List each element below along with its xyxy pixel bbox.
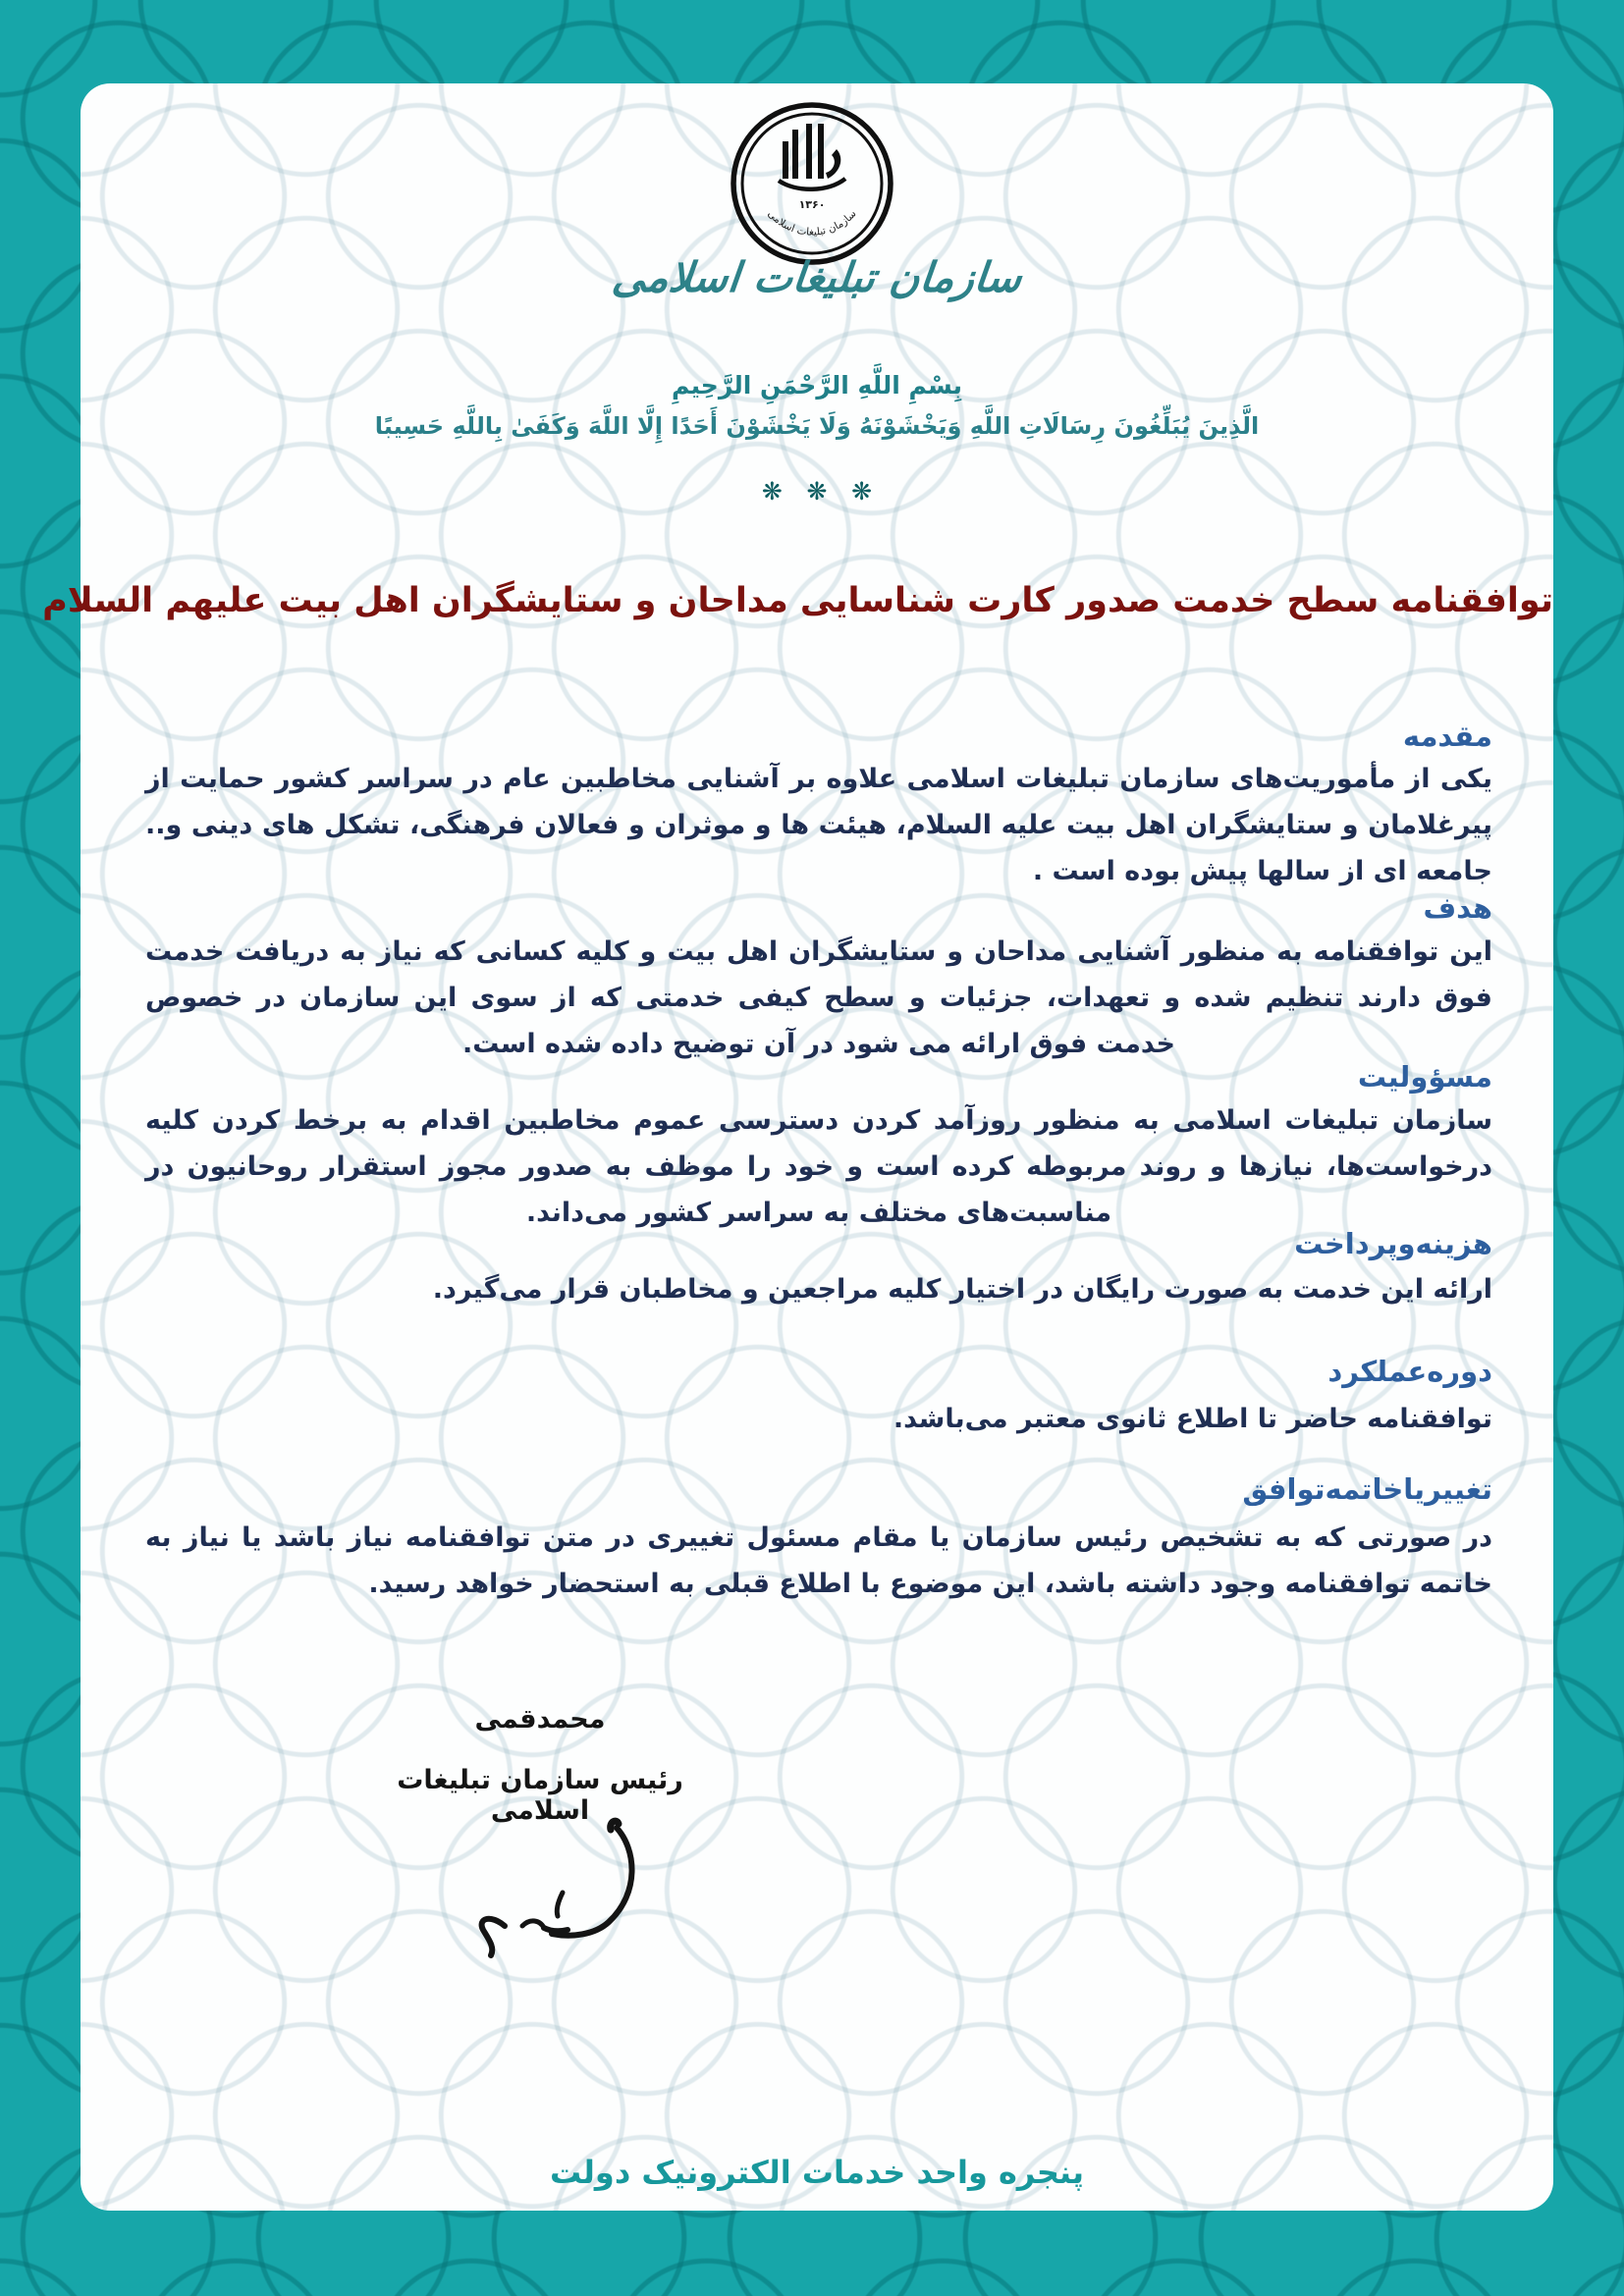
flower-separator-icon: ❋ ❋ ❋: [761, 477, 873, 506]
section-heading-performance-period: دوره‌عملکرد: [1327, 1355, 1492, 1388]
bismillah-line: بِسْمِ اللَّهِ الرَّحْمَنِ الرَّحِيمِ: [672, 371, 962, 400]
section-heading-responsibility: مسؤولیت: [1357, 1060, 1492, 1094]
section-heading-introduction: مقدمه: [1402, 720, 1492, 753]
section-body-change-termination: در صورتی که به تشخیص رئیس سازمان یا مقام مسئول تغییری در متن توافقنامه نیاز باشد یا نیاز به خاتمه توافقنامه وجود داشته باشد، این موضوع با اطلاع قبلی به استحضار خواهد رسید.: [145, 1522, 1492, 1599]
section-body-responsibility: سازمان تبلیغات اسلامی به منظور روزآمد کردن دسترسی عموم مخاطبین اقدام به برخط کردن کلیه درخواست‌ها، نیازها و روند مربوطه کرده است و خود را موظف به صدور مجوز استقرار روحانیون در مناسبت‌های مختلف به سراسر کشور می‌داند.: [145, 1105, 1492, 1228]
quran-verse: الَّذِينَ يُبَلِّغُونَ رِسَالَاتِ اللَّهِ وَيَخْشَوْنَهُ وَلَا يَخْشَوْنَ أَحَدًا إِلَّا اللَّهَ وَكَفَىٰ بِاللَّهِ حَسِيبًا: [374, 412, 1260, 440]
organization-logo: [729, 100, 895, 267]
section-heading-cost-payment: هزینه‌وپرداخت: [1294, 1227, 1492, 1260]
logo-arc-text: سازمان تبلیغات اسلامی: [765, 207, 859, 239]
signer-title: رئیس سازمان تبلیغات اسلامی: [397, 1765, 683, 1826]
footer-label: پنجره واحد خدمات الکترونیک دولت: [550, 2154, 1084, 2191]
section-body-cost-payment: ارائه این خدمت به صورت رایگان در اختیار کلیه مراجعین و مخاطبان قرار می‌گیرد.: [432, 1274, 1492, 1305]
section-body-performance-period: توافقنامه حاضر تا اطلاع ثانوی معتبر می‌باشد.: [893, 1404, 1492, 1434]
allah-kufic-calligraphy: [779, 124, 845, 189]
document-title: توافقنامه سطح خدمت صدور کارت شناسایی مداحان و ستایشگران اهل بیت علیهم السلام: [42, 581, 1553, 620]
section-heading-goal: هدف: [1423, 891, 1492, 925]
section-heading-change-termination: تغییریاخاتمه‌توافق: [1242, 1472, 1492, 1506]
section-body-goal: این توافقنامه به منظور آشنایی مداحان و ستایشگران اهل بیت و کلیه کسانی که نیاز به دریافت خدمت فوق دارند تنظیم شده و تعهدات، جزئیات و سطح کیفی خدمتی که از سوی این سازمان در خصوص خدمت فوق ارائه می شود در آن توضیح داده شده است.: [145, 936, 1492, 1059]
organization-calligraphy: سازمان تبلیغات اسلامی: [610, 253, 1024, 301]
signer-name: محمدقمی: [474, 1704, 606, 1735]
handwritten-signature: [461, 1816, 658, 1973]
section-body-introduction: یکی از مأموریت‌های سازمان تبلیغات اسلامی علاوه بر آشنایی مخاطبین عام در سراسر کشور حمایت از پیرغلامان و ستایشگران اهل بیت علیه السلام، هیئت ها و موثران و فعالان فرهنگی، تشکل های دینی و.. جامعه ای از سالها پیش بوده است .: [145, 764, 1492, 886]
logo-year: ۱۳۶۰: [798, 198, 826, 211]
